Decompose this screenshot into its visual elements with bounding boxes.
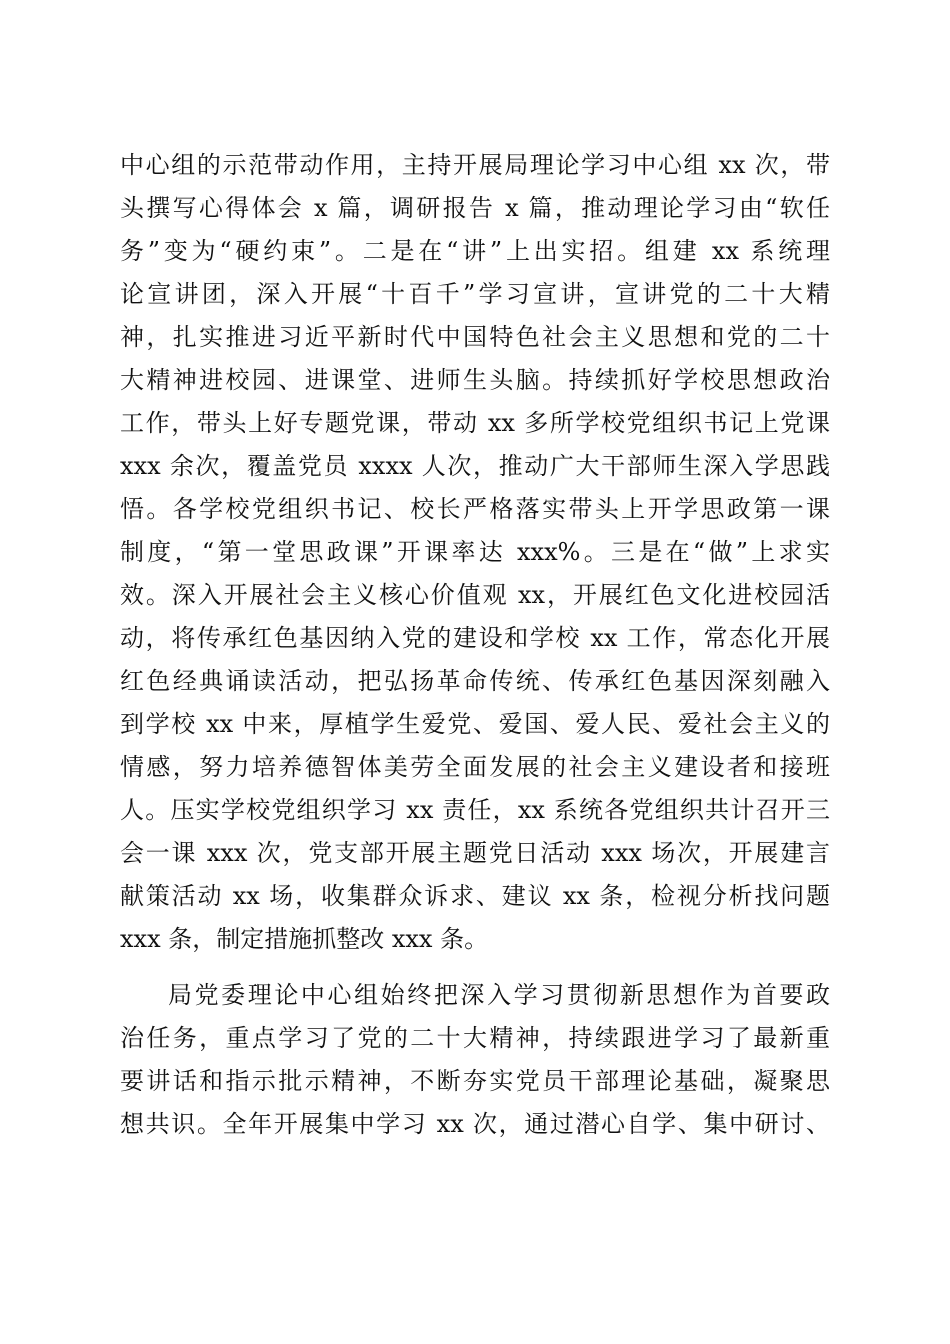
text-line: 人。压实学校党组织学习 xx 责任，xx 系统各党组织共计召开三 bbox=[120, 796, 830, 824]
text-line: xxx 条，制定措施抓整改 xxx 条。 bbox=[120, 925, 489, 953]
text-line: 局党委理论中心组始终把深入学习贯彻新思想作为首要政 bbox=[168, 981, 830, 1009]
text-line: 中心组的示范带动作用，主持开展局理论学习中心组 xx 次，带 bbox=[120, 151, 830, 179]
text-line: xxx 余次，覆盖党员 xxxx 人次，推动广大干部师生深入学思践 bbox=[120, 452, 830, 480]
text-line: 动，将传承红色基因纳入党的建设和学校 xx 工作，常态化开展 bbox=[120, 624, 830, 652]
text-line: 到学校 xx 中来，厚植学生爱党、爱国、爱人民、爱社会主义的 bbox=[120, 710, 830, 738]
text-line: 悟。各学校党组织书记、校长严格落实带头上开学思政第一课 bbox=[120, 495, 830, 523]
text-line: 神，扎实推进习近平新时代中国特色社会主义思想和党的二十 bbox=[120, 323, 830, 351]
text-line: 效。深入开展社会主义核心价值观 xx，开展红色文化进校园活 bbox=[120, 581, 830, 609]
text-line: 献策活动 xx 场，收集群众诉求、建议 xx 条，检视分析找问题 bbox=[120, 882, 830, 910]
text-line: 工作，带头上好专题党课，带动 xx 多所学校党组织书记上党课 bbox=[120, 409, 830, 437]
text-line: 头撰写心得体会 x 篇，调研报告 x 篇，推动理论学习由“软任 bbox=[120, 194, 830, 222]
text-line: 要讲话和指示批示精神，不断夯实党员干部理论基础，凝聚思 bbox=[120, 1067, 830, 1095]
text-line: 想共识。全年开展集中学习 xx 次，通过潜心自学、集中研讨、 bbox=[120, 1110, 830, 1138]
text-line: 情感，努力培养德智体美劳全面发展的社会主义建设者和接班 bbox=[120, 753, 830, 781]
text-line: 大精神进校园、进课堂、进师生头脑。持续抓好学校思想政治 bbox=[120, 366, 830, 394]
text-line: 红色经典诵读活动，把弘扬革命传统、传承红色基因深刻融入 bbox=[120, 667, 830, 695]
text-line: 会一课 xxx 次，党支部开展主题党日活动 xxx 场次，开展建言 bbox=[120, 839, 830, 867]
text-line: 治任务，重点学习了党的二十大精神，持续跟进学习了最新重 bbox=[120, 1024, 830, 1052]
text-line: 务”变为“硬约束”。二是在“讲”上出实招。组建 xx 系统理 bbox=[120, 237, 830, 265]
text-line: 论宣讲团，深入开展“十百千”学习宣讲，宣讲党的二十大精 bbox=[120, 280, 830, 308]
text-line: 制度，“第一堂思政课”开课率达 xxx%。三是在“做”上求实 bbox=[120, 538, 830, 566]
